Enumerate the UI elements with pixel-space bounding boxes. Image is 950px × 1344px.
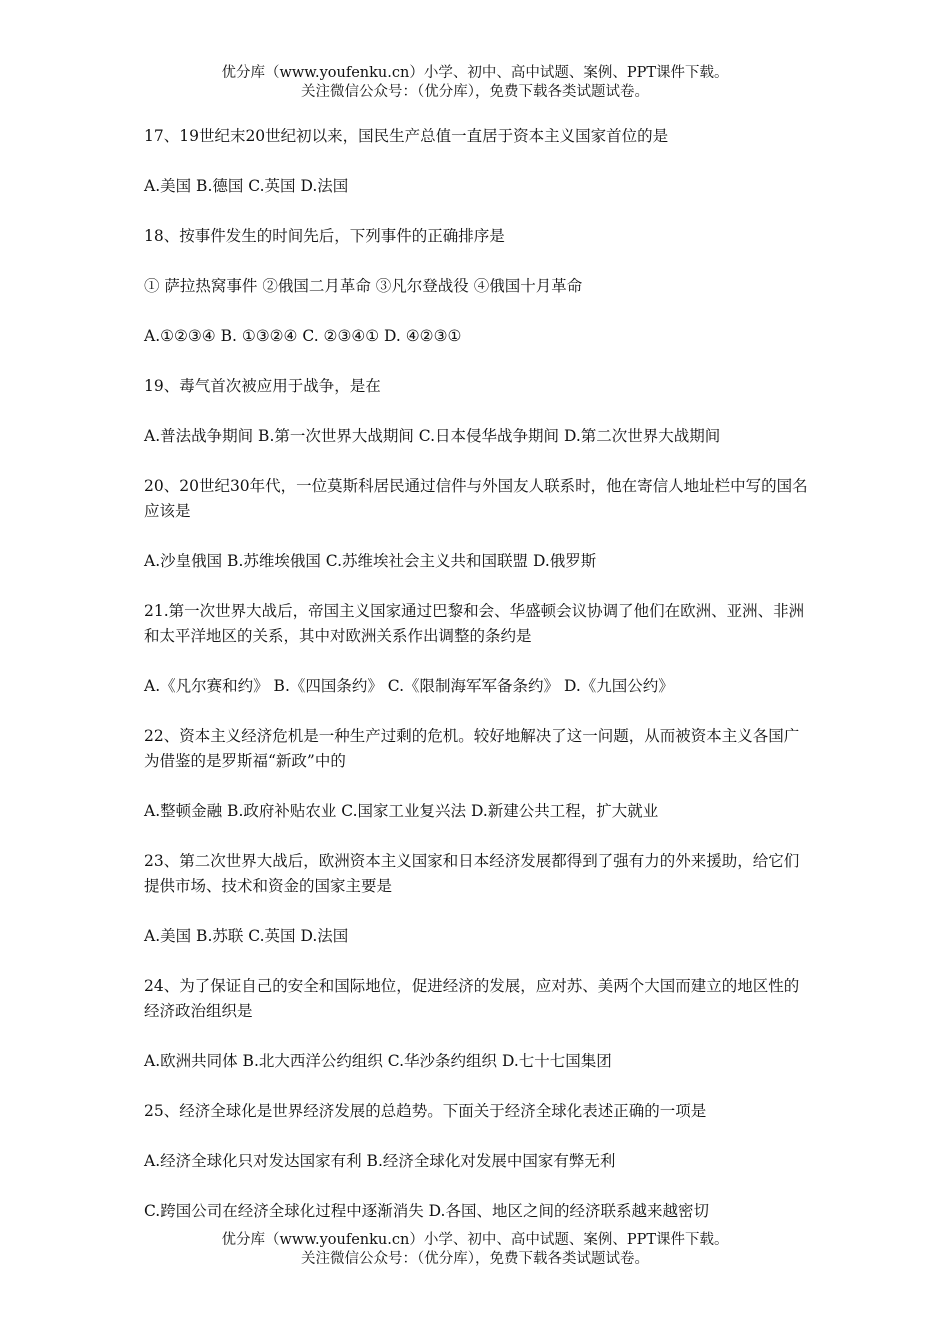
question-21: 21.第一次世界大战后，帝国主义国家通过巴黎和会、华盛顿会议协调了他们在欧洲、亚洲、非洲和太平洋地区的关系，其中对欧洲关系作出调整的条约是 [144,602,805,645]
question-18-events: ① 萨拉热窝事件 ②俄国二月革命 ③凡尔登战役 ④俄国十月革命 [144,277,583,295]
question-18: 18、按事件发生的时间先后，下列事件的正确排序是 [144,227,505,245]
question-25-options-cd: C.跨国公司在经济全球化过程中逐渐消失 D.各国、地区之间的经济联系越来越密切 [144,1202,709,1220]
question-25: 25、经济全球化是世界经济发展的总趋势。下面关于经济全球化表述正确的一项是 [144,1102,707,1120]
document-body [144,124,814,1249]
question-19: 19、毒气首次被应用于战争，是在 [144,377,381,395]
question-24: 24、为了保证自己的安全和国际地位，促进经济的发展，应对苏、美两个大国而建立的地区性的经济政治组织是 [144,977,800,1020]
question-19-options: A.普法战争期间 B.第一次世界大战期间 C.日本侵华战争期间 D.第二次世界大战期间 [144,427,721,445]
question-17-options: A.美国 B.德国 C.英国 D.法国 [144,177,349,195]
page-header [0,64,950,102]
question-22-options: A.整顿金融 B.政府补贴农业 C.国家工业复兴法 D.新建公共工程，扩大就业 [144,802,659,820]
question-23-options: A.美国 B.苏联 C.英国 D.法国 [144,927,349,945]
question-20-options: A.沙皇俄国 B.苏维埃俄国 C.苏维埃社会主义共和国联盟 D.俄罗斯 [144,552,597,570]
question-21-options: A.《凡尔赛和约》 B.《四国条约》 C.《限制海军军备条约》 D.《九国公约》 [144,677,674,695]
header-line-2: 关注微信公众号：（优分库），免费下载各类试题试卷。 [301,84,649,100]
page-footer [0,1231,950,1269]
question-17: 17、19世纪末20世纪初以来，国民生产总值一直居于资本主义国家首位的是 [144,127,669,145]
question-22: 22、资本主义经济危机是一种生产过剩的危机。较好地解决了这一问题，从而被资本主义各国广为借鉴的是罗斯福“新政”中的 [144,727,800,770]
footer-line-2: 关注微信公众号：（优分库），免费下载各类试题试卷。 [301,1251,649,1267]
question-23: 23、第二次世界大战后，欧洲资本主义国家和日本经济发展都得到了强有力的外来援助，给它们提供市场、技术和资金的国家主要是 [144,852,800,895]
question-20: 20、20世纪30年代，一位莫斯科居民通过信件与外国友人联系时，他在寄信人地址栏中写的国名应该是 [144,477,808,520]
question-25-options-ab: A.经济全球化只对发达国家有利 B.经济全球化对发展中国家有弊无利 [144,1152,616,1170]
question-24-options: A.欧洲共同体 B.北大西洋公约组织 C.华沙条约组织 D.七十七国集团 [144,1052,612,1070]
header-line-1: 优分库（www.youfenku.cn）小学、初中、高中试题、案例、PPT课件下载。 [221,65,729,81]
question-18-options: A.①②③④ B. ①③②④ C. ②③④① D. ④②③① [144,327,462,345]
footer-line-1: 优分库（www.youfenku.cn）小学、初中、高中试题、案例、PPT课件下载。 [221,1232,729,1248]
